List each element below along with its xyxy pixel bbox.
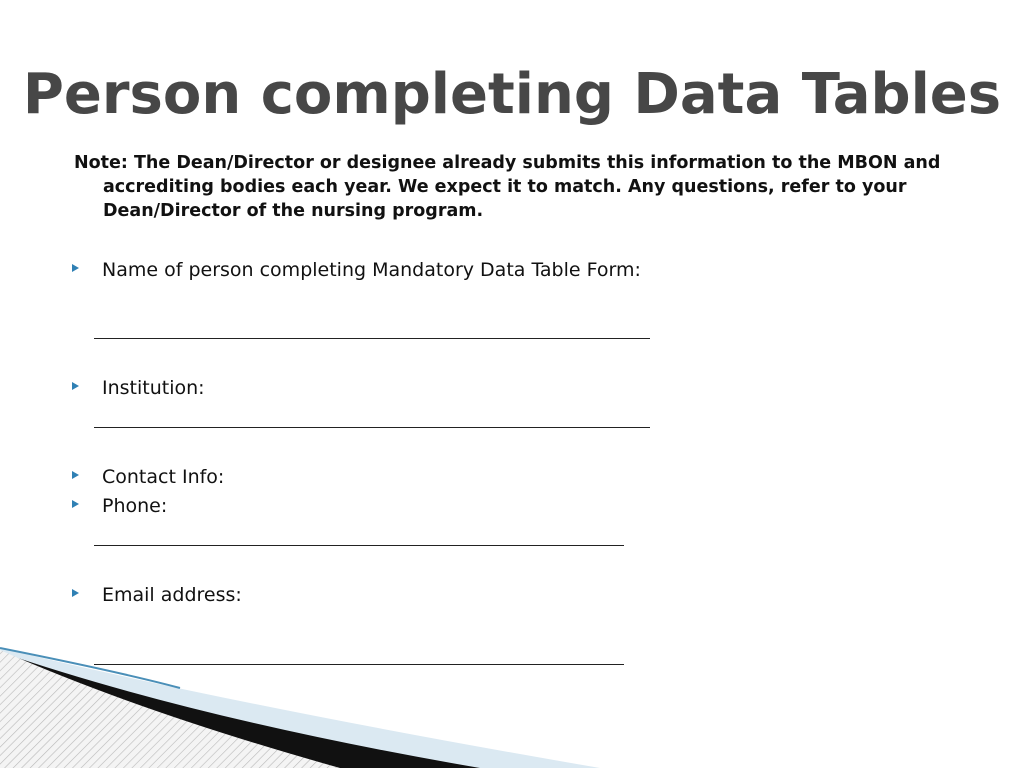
contact-info-label-text: Contact Info:: [102, 466, 225, 488]
email-field-label-text: Email address:: [102, 584, 242, 606]
institution-field-label-text: Institution:: [102, 377, 205, 399]
note-text: Note: The Dean/Director or designee already submits this information to the MBON and accrediting bodies each year. We expect it to match. Any questions, refer to your Dean/Director of the nursing program.: [74, 153, 941, 221]
slide-title: Person completing Data Tables: [22, 62, 1002, 127]
phone-field-label-text: Phone:: [102, 495, 168, 517]
name-field-label-text: Name of person completing Mandatory Data Table Form:: [102, 259, 641, 281]
